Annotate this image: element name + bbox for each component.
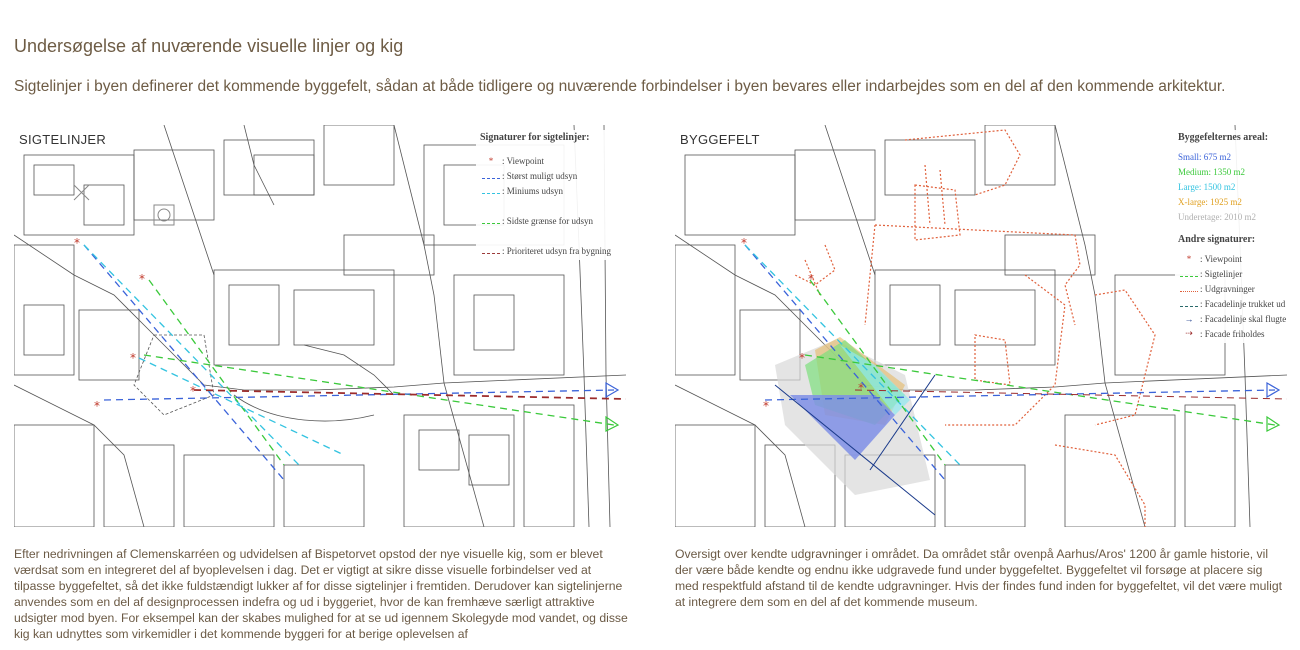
legend-item: : Størst muligt udsyn <box>480 168 626 183</box>
legend-item: : Sidste grænse for udsyn <box>480 213 626 228</box>
legend-item: Underetage: 2010 m2 <box>1178 211 1256 222</box>
dashed-line-icon <box>482 253 500 254</box>
sightlines-map <box>14 125 626 527</box>
legend-item: : Facadelinje trukket ud <box>1178 296 1287 311</box>
arrow-right-icon: ⇢ <box>1185 328 1193 338</box>
legend-item: ⇢ : Facade friholdes <box>1178 326 1287 341</box>
dashed-line-icon <box>1180 306 1198 307</box>
viewpoint-marker: * <box>74 236 80 250</box>
asterisk-icon: * <box>1186 253 1192 264</box>
svg-text:*: * <box>808 272 814 286</box>
legend-item: : Udgravninger <box>1178 281 1287 296</box>
dashed-line-icon <box>482 193 500 194</box>
dashed-line-icon <box>482 223 500 224</box>
svg-text:*: * <box>799 351 805 365</box>
legend-item: : Prioriteret udsyn fra bygning <box>480 243 626 258</box>
legend-item: Small: 675 m2 <box>1178 151 1232 162</box>
building-field-description: Oversigt over kendte udgravninger i området. Da området står ovenpå Aarhus/Aros' 1200 år gamle historie, vil der være både kendte og endnu ikke udgravede fund under byggefeltet. Byggefeltet vil forsøge at placere sig med respektfuld afstand til de kendte udgravninger. Hvis der findes fund inden for byggefeltet, vil det være muligt at integrere dem som en del af det kommende museum. <box>675 547 1283 609</box>
legend-item: → : Facadelinje skal flugte <box>1178 311 1287 326</box>
sightlines-description: Efter nedrivningen af Clemenskarréen og udvidelsen af Bispetorvet opstod der nye visuelle kig, som er blevet værdsat som en integreret del af byoplevelsen i dag. Det er vigtigt at sikre disse visuelle forbindelser ved at tilpasse byggefeltet, så det ikke fuldstændigt lukker af for disse sigtelinjer i fremtiden. Derudover kan sigtelinjerne anvendes som en del af designprocessen indefra og ud i byggeriet, hvor de kan fremhæve særligt attraktive udsigter mod byen. For eksempel kan der skabes mulighed for at se ud igennem Skolegyde mod vandet, og disse kig kan udnyttes som virkemidler i det kommende byggeri for at berige oplevelsen af <box>14 547 628 641</box>
sightline-legend <box>476 130 626 260</box>
legend-title: Andre signaturer: <box>1178 234 1256 245</box>
svg-text:*: * <box>741 236 747 250</box>
legend-item: * : Viewpoint <box>480 153 626 168</box>
viewpoint-marker: * <box>190 384 196 398</box>
viewpoint-marker: * <box>130 351 136 365</box>
page-subtitle: Sigtelinjer i byen definerer det kommende byggefelt, sådan at både tidligere og nuværende forbindelser i byen bevares eller indarbejdes som en del af den kommende arkitektur. <box>14 78 1226 95</box>
areas-legend <box>1175 130 1287 343</box>
svg-text:*: * <box>763 399 769 413</box>
legend-item: : Sigtelinjer <box>1178 266 1287 281</box>
dotted-line-icon <box>1180 291 1198 292</box>
svg-text:*: * <box>858 381 864 395</box>
arrow-right-icon: → <box>1184 313 1194 324</box>
legend-item: * : Viewpoint <box>1178 251 1287 266</box>
dashed-line-icon <box>1180 276 1198 277</box>
building-field-map <box>675 125 1287 527</box>
legend-item: : Miniums udsyn <box>480 183 626 198</box>
legend-item: X-large: 1925 m2 <box>1178 196 1242 207</box>
legend-item: Medium: 1350 m2 <box>1178 166 1245 177</box>
viewpoint-marker: * <box>94 399 100 413</box>
viewpoint-marker: * <box>139 272 145 286</box>
legend-item: Large: 1500 m2 <box>1178 181 1236 192</box>
page-title: Undersøgelse af nuværende visuelle linjer og kig <box>14 36 404 56</box>
legend-title: Signaturer for sigtelinjer: <box>480 132 590 143</box>
asterisk-icon: * <box>488 155 494 166</box>
legend-title: Byggefelternes areal: <box>1178 132 1269 143</box>
map-label: BYGGEFELT <box>680 132 760 147</box>
map-label: SIGTELINJER <box>19 132 107 147</box>
dashed-line-icon <box>482 178 500 179</box>
